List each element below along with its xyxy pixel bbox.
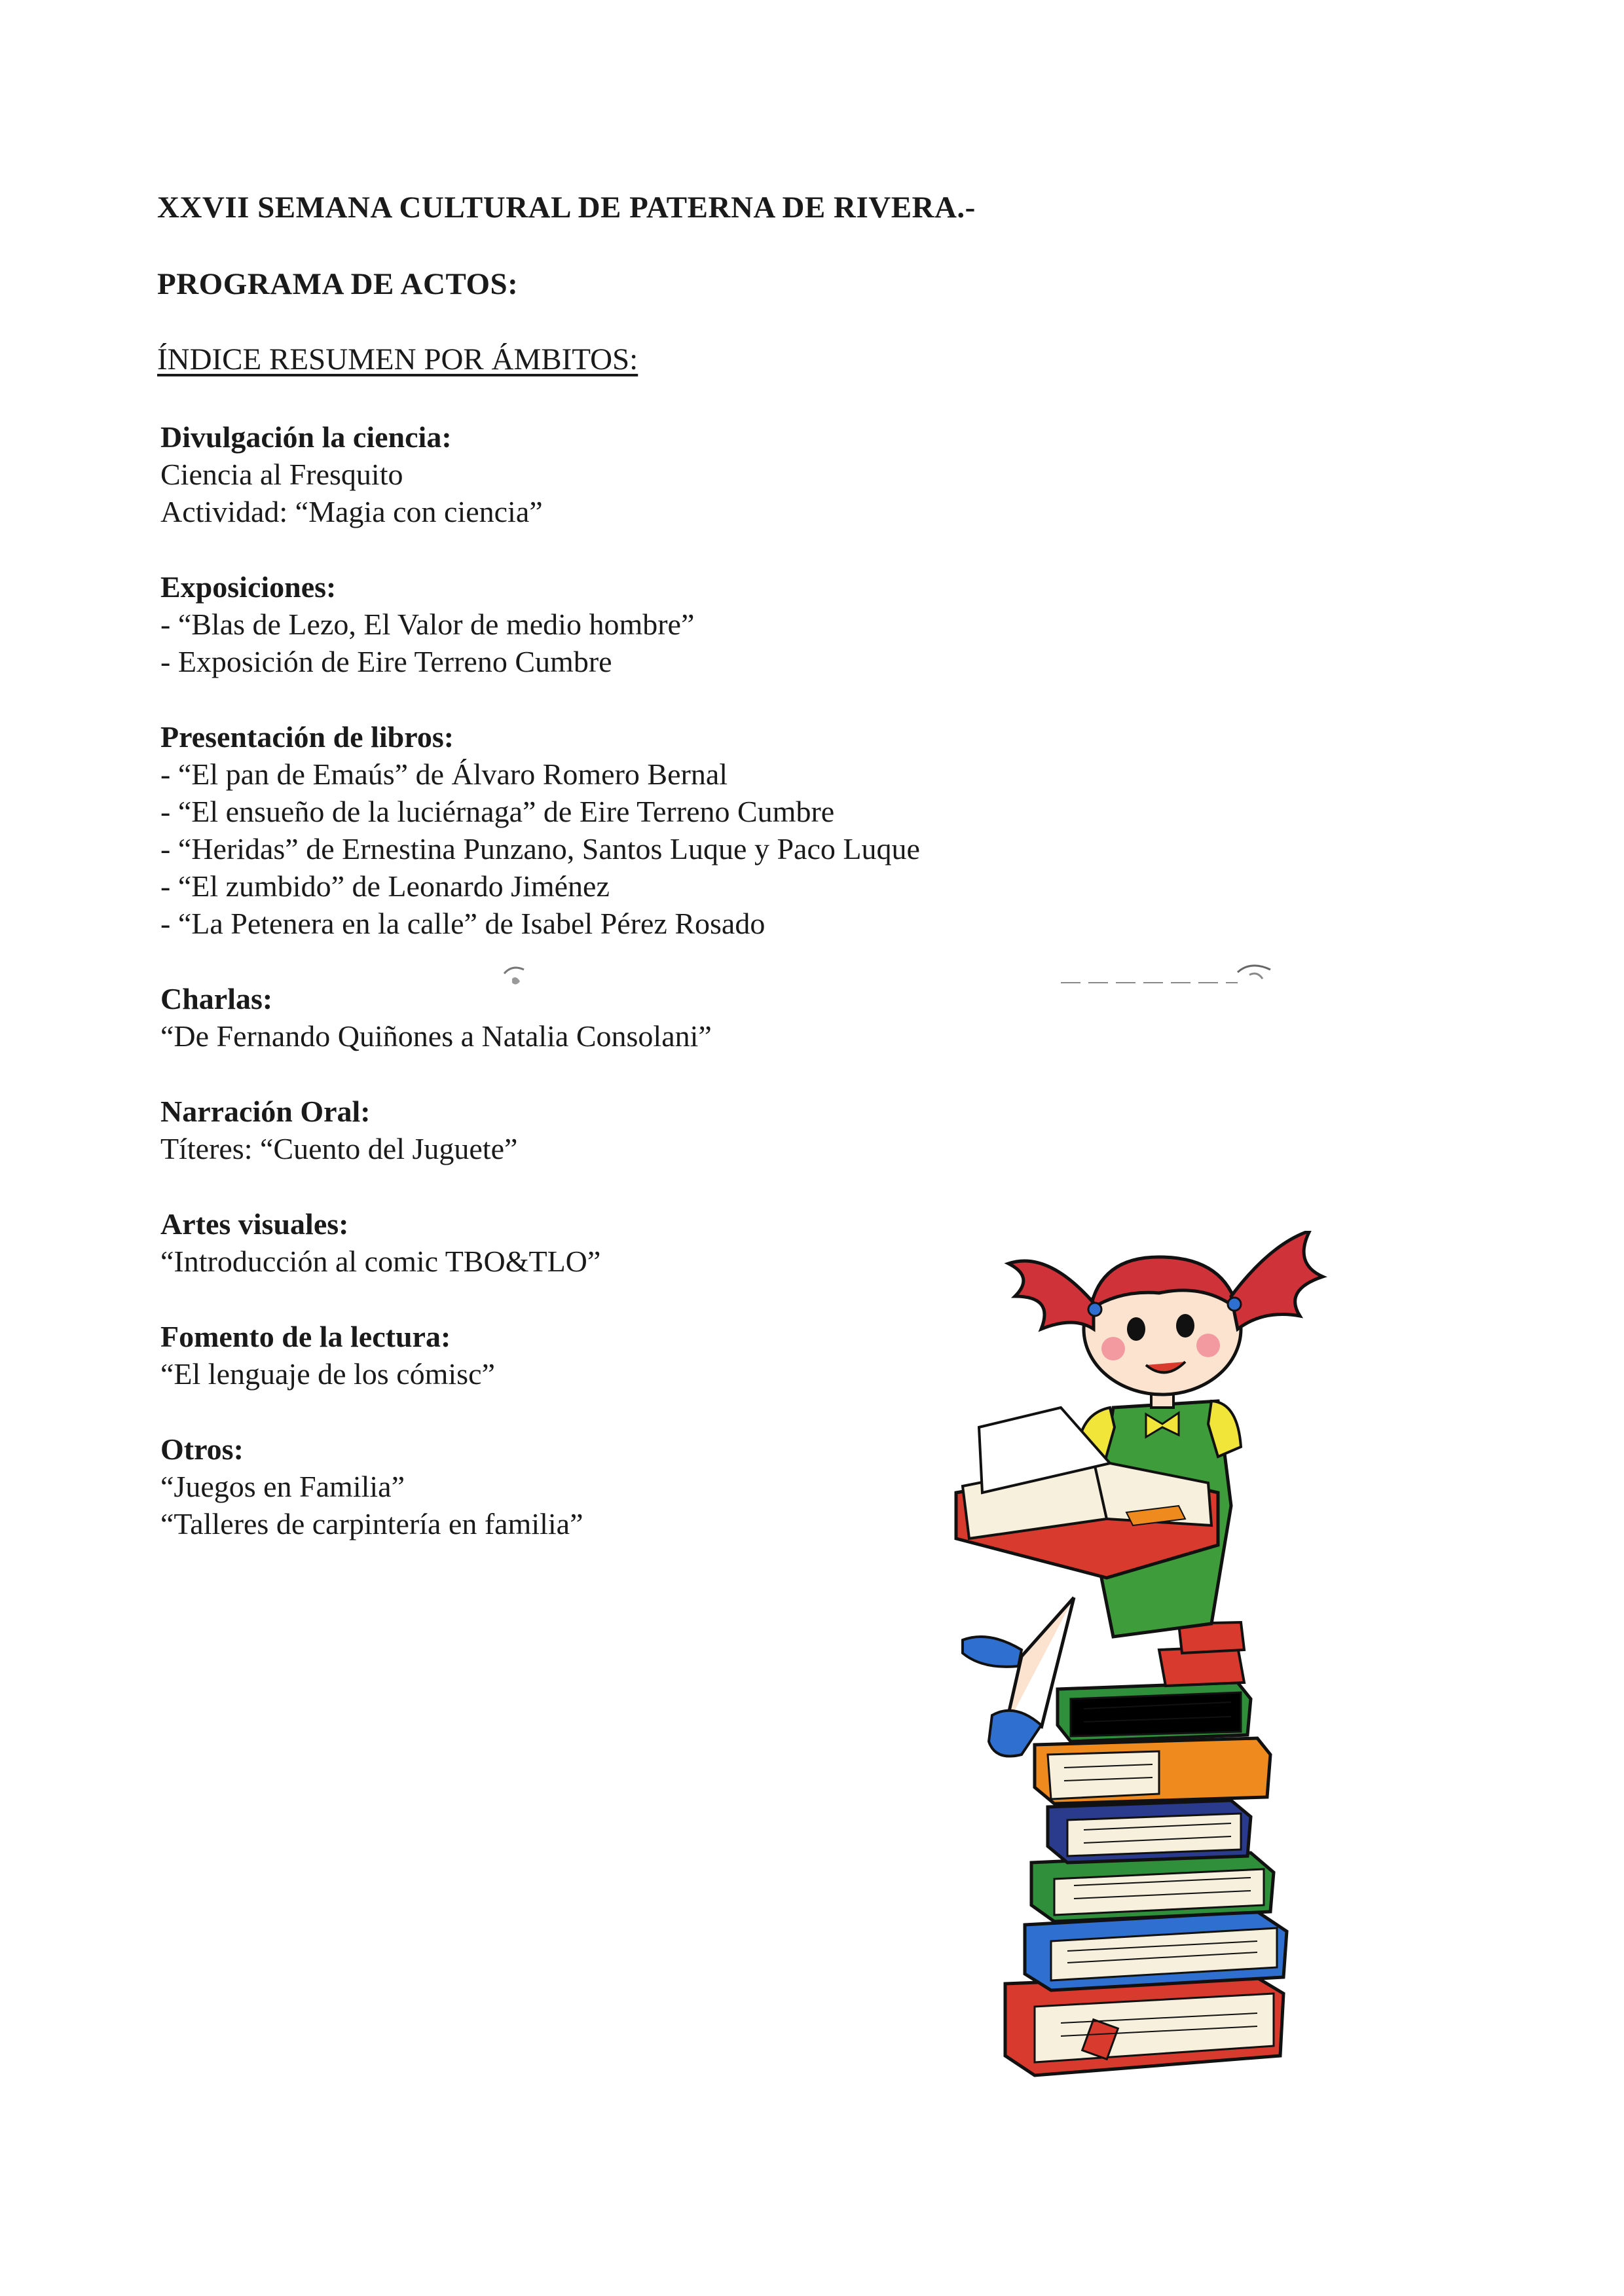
section-title: Narración Oral: [160,1095,371,1128]
book-stack [1005,1622,1287,2075]
girl-figure [956,1231,1323,1757]
list-item: Actividad: “Magia con ciencia” [160,495,543,528]
list-item: - Exposición de Eire Terreno Cumbre [160,645,612,678]
scan-line-mark-icon [1061,953,1283,992]
section-talks [160,981,1077,1055]
section-storytelling [160,1093,1077,1167]
list-item: Ciencia al Fresquito [160,458,403,491]
list-item: Títeres: “Cuento del Juguete” [160,1132,518,1165]
program-sections [160,419,1077,1581]
index-heading: ÍNDICE RESUMEN POR ÁMBITOS: [157,342,638,376]
list-item: “Introducción al comic TBO&TLO” [160,1245,601,1278]
section-title: Charlas: [160,982,273,1015]
section-exhibitions [160,569,1077,680]
section-visual-arts [160,1206,1077,1280]
section-title: Artes visuales: [160,1207,349,1241]
document-title: XXVII SEMANA CULTURAL DE PATERNA DE RIVERA.- [157,191,976,225]
section-reading [160,1319,1077,1393]
list-item: “Juegos en Familia” [160,1470,405,1503]
section-others [160,1431,1077,1542]
list-item: “El lenguaje de los cómisc” [160,1357,495,1391]
list-item: - “El ensueño de la luciérnaga” de Eire Terreno Cumbre [160,795,835,828]
list-item: - “Blas de Lezo, El Valor de medio hombre” [160,608,695,641]
scan-smudge-icon [498,959,537,998]
list-item: - “La Petenera en la calle” de Isabel Pérez Rosado [160,907,766,940]
section-title: Exposiciones: [160,570,337,604]
section-title: Otros: [160,1432,244,1466]
section-title: Divulgación la ciencia: [160,420,452,454]
list-item: - “El zumbido” de Leonardo Jiménez [160,869,610,903]
section-book-presentations [160,719,1077,942]
section-science [160,419,1077,530]
list-item: “Talleres de carpintería en familia” [160,1507,583,1540]
section-title: Fomento de la lectura: [160,1320,451,1353]
list-item: - “Heridas” de Ernestina Punzano, Santos Luque y Paco Luque [160,832,920,866]
girl-reading-on-books-icon [943,1231,1349,2121]
section-title: Presentación de libros: [160,720,454,754]
list-item: “De Fernando Quiñones a Natalia Consolani” [160,1019,712,1053]
program-heading: PROGRAMA DE ACTOS: [157,267,519,301]
list-item: - “El pan de Emaús” de Álvaro Romero Bernal [160,757,728,791]
